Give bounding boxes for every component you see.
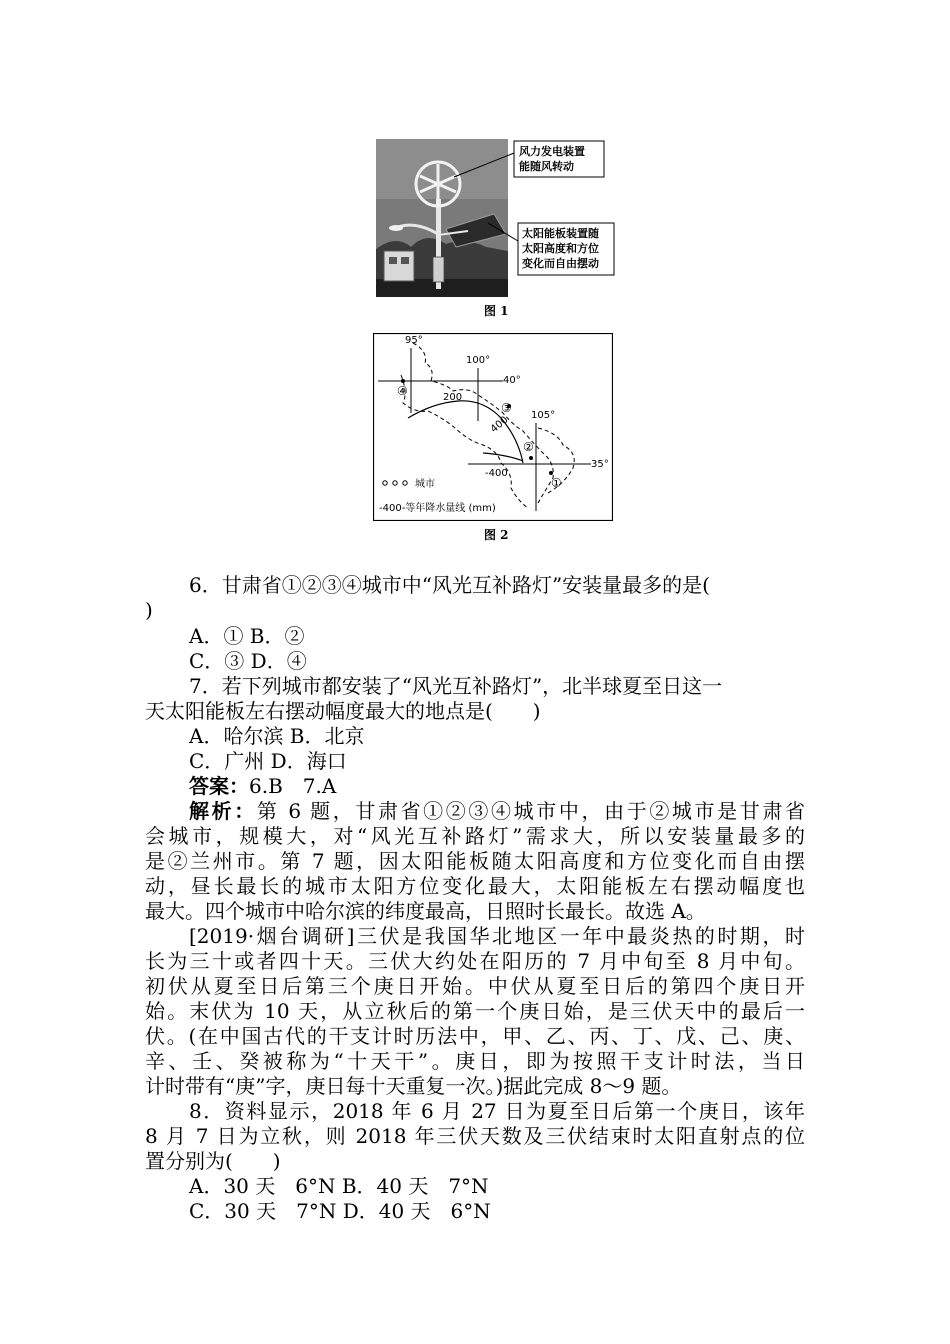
- passage-line-1: [2019·烟台调研]三伏是我国华北地区一年中最炎热的时期，时: [189, 924, 805, 948]
- solar-label-line-3: 变化而自由摆动: [522, 257, 599, 270]
- analysis-line-1: [189, 799, 805, 824]
- analysis-label: 解析：: [189, 799, 257, 823]
- q6-stem-cont: ): [145, 598, 153, 622]
- gansu-map: [373, 333, 613, 521]
- q8-options-cd: C．30 天 7°N D．40 天 6°N: [189, 1199, 491, 1223]
- analysis-line-3: 是②兰州市。第 7 题，因太阳能板随太阳高度和方位变化而自由摆: [145, 849, 805, 873]
- city-1-label: ①: [551, 476, 562, 490]
- analysis-line-5: 最大。四个城市中哈尔滨的纬度最高，日照时长最长。故选 A。: [145, 899, 706, 923]
- q8-stem-cont-2: 置分别为( ): [145, 1149, 281, 1173]
- wind-label-line-2: 能随风转动: [519, 160, 574, 173]
- passage-line-4: 始。末伏为 10 天，从立秋后的第一个庚日始，是三伏天中的最后一: [145, 999, 805, 1023]
- answer-line: [189, 774, 805, 799]
- solar-label-line-1: 太阳能板装置随: [522, 227, 599, 240]
- legend-city-label: 城市: [415, 479, 435, 490]
- lon-100-label: 100°: [466, 355, 491, 366]
- answer-value: 6.B 7.A: [249, 774, 337, 798]
- figure-2-caption: 图 2: [484, 528, 509, 542]
- legend-isohyet-label: -400-等年降水量线 (mm): [379, 503, 496, 514]
- q6-options-cd: C．③ D．④: [189, 649, 307, 673]
- analysis-text-1: 第 6 题，甘肃省①②③④城市中，由于②城市是甘肃省: [256, 799, 805, 823]
- isohyet-400b-label: -400: [485, 468, 508, 479]
- q8-options-ab: A．30 天 6°N B．40 天 7°N: [189, 1174, 489, 1198]
- passage-line-7: 计时带有“庚”字，庚日每十天重复一次。)据此完成 8～9 题。: [145, 1074, 682, 1098]
- answer-label: 答案：: [189, 774, 249, 798]
- street-lamp-illustration: [376, 139, 616, 297]
- lat-35-label: 35°: [591, 459, 609, 470]
- passage-line-3: 初伏从夏至日后第三个庚日开始。中伏从夏至日后的第四个庚日开: [145, 974, 805, 998]
- figure-1-photo: [376, 139, 616, 297]
- q6-options-ab: A．① B．②: [189, 624, 305, 648]
- city-4-label: ④: [397, 384, 408, 398]
- analysis-line-2: 会城市，规模大，对“风光互补路灯”需求大，所以安装量最多的: [145, 824, 805, 848]
- q7-stem: 7．若下列城市都安装了“风光互补路灯”，北半球夏至日这一: [189, 674, 723, 698]
- passage-line-2: 长为三十或者四十天。三伏大约处在阳历的 7 月中旬至 8 月中旬。: [145, 949, 805, 973]
- q8-stem: 8．资料显示，2018 年 6 月 27 日为夏至日后第一个庚日，该年: [189, 1099, 805, 1123]
- wind-label-line-1: 风力发电装置: [519, 145, 585, 158]
- city-3-label: ③: [501, 401, 512, 415]
- q7-options-ab: A．哈尔滨 B．北京: [189, 724, 365, 748]
- isohyet-400-label: 400: [488, 414, 511, 436]
- lon-95-label: 95°: [405, 335, 423, 346]
- q8-stem-cont: 8 月 7 日为立秋，则 2018 年三伏天数及三伏结束时太阳直射点的位: [145, 1124, 805, 1148]
- passage-line-5: 伏。(在中国古代的干支计时历法中，甲、乙、丙、丁、戊、己、庚、: [145, 1024, 805, 1048]
- city-2-label: ②: [523, 440, 534, 454]
- passage-line-6: 辛、壬、癸被称为“十天干”。庚日，即为按照干支计时法，当日: [145, 1049, 805, 1073]
- analysis-line-4: 动，昼长最长的城市太阳方位变化最大，太阳能板左右摆动幅度也: [145, 874, 805, 898]
- figure-2-map: [373, 333, 613, 521]
- figure-1-caption: 图 1: [484, 304, 509, 318]
- isohyet-200-label: 200: [443, 392, 463, 403]
- lat-40-label: 40°: [503, 375, 521, 386]
- solar-label-line-2: 太阳高度和方位: [522, 242, 599, 255]
- lon-105-label: 105°: [531, 410, 556, 421]
- q7-stem-cont: 天太阳能板左右摆动幅度最大的地点是( ): [145, 699, 541, 723]
- q6-stem: 6．甘肃省①②③④城市中“风光互补路灯”安装量最多的是(: [189, 573, 710, 597]
- q7-options-cd: C．广州 D．海口: [189, 749, 347, 773]
